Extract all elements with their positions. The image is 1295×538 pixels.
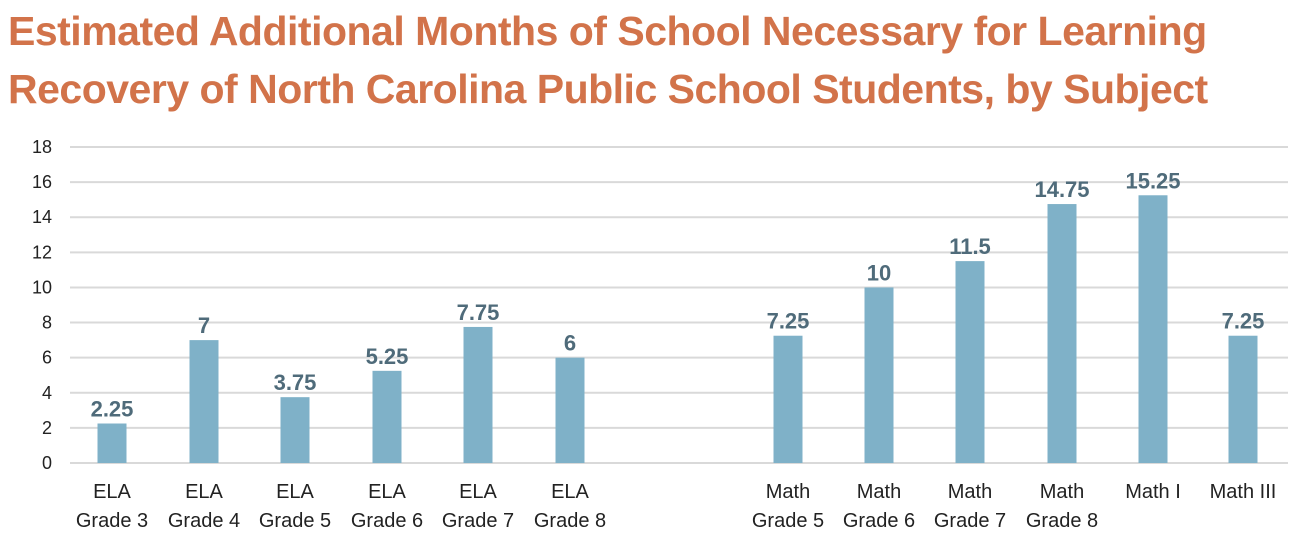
bar [281, 397, 310, 463]
data-label: 7.75 [456, 299, 500, 325]
category-label: ELA [185, 481, 223, 503]
category-label: ELA [459, 481, 497, 503]
y-tick-label: 4 [41, 382, 52, 403]
bar [956, 261, 985, 463]
bar [1048, 204, 1077, 463]
bar [774, 336, 803, 463]
data-label: 10 [866, 260, 892, 286]
data-label: 5.25 [365, 343, 409, 369]
category-label: Grade 3 [75, 510, 149, 532]
y-tick-label: 6 [41, 347, 52, 368]
category-label: Grade 6 [842, 510, 916, 532]
bar [1139, 195, 1168, 463]
bar [373, 371, 402, 463]
y-tick-label: 18 [31, 137, 52, 157]
bar [1229, 336, 1258, 463]
data-label: 7 [197, 313, 211, 339]
bar [98, 424, 127, 464]
category-label: Grade 4 [167, 510, 241, 532]
data-label: 2.25 [90, 396, 134, 422]
y-tick-label: 10 [31, 277, 52, 298]
y-tick-label: 14 [31, 207, 52, 228]
data-label: 14.75 [1034, 177, 1090, 203]
category-label: Grade 5 [258, 510, 332, 532]
data-label: 11.5 [949, 234, 991, 260]
category-label: ELA [368, 481, 406, 503]
data-labels [91, 168, 1265, 421]
chart-title-line-1: Estimated Additional Months of School Necessary for Learning [8, 8, 1207, 54]
chart-title-line-2: Recovery of North Carolina Public School Students, by Subject [8, 66, 1208, 112]
bar [464, 327, 493, 463]
data-label: 7.25 [1221, 308, 1265, 334]
y-tick-label: 8 [41, 312, 52, 333]
category-label: Grade 7 [933, 510, 1007, 532]
category-label: Math [765, 481, 811, 503]
data-label: 3.75 [273, 370, 317, 396]
data-label: 7.25 [766, 308, 810, 334]
gridlines [70, 147, 1288, 463]
bars [98, 195, 1258, 463]
category-label: Math III [1209, 481, 1277, 503]
category-label: Math [856, 481, 902, 503]
category-label: Grade 8 [533, 510, 607, 532]
data-label: 6 [563, 330, 577, 356]
category-label: Math I [1125, 481, 1181, 503]
bar [190, 340, 219, 463]
category-label: Grade 8 [1025, 510, 1099, 532]
y-tick-label: 2 [41, 417, 52, 438]
category-label: Grade 6 [350, 510, 424, 532]
category-labels [76, 481, 1276, 532]
y-tick-label: 0 [41, 453, 52, 473]
category-label: ELA [551, 481, 589, 503]
category-label: Grade 7 [441, 510, 515, 532]
data-label: 15.25 [1125, 168, 1181, 194]
category-label: ELA [276, 481, 314, 503]
bar [865, 287, 894, 463]
category-label: Math [1039, 481, 1085, 503]
y-tick-label: 12 [31, 242, 52, 263]
category-label: Grade 5 [751, 510, 825, 532]
y-axis-ticks [32, 137, 52, 473]
category-label: Math [947, 481, 993, 503]
bar [556, 358, 585, 463]
category-label: ELA [93, 481, 131, 503]
y-tick-label: 16 [31, 172, 52, 193]
